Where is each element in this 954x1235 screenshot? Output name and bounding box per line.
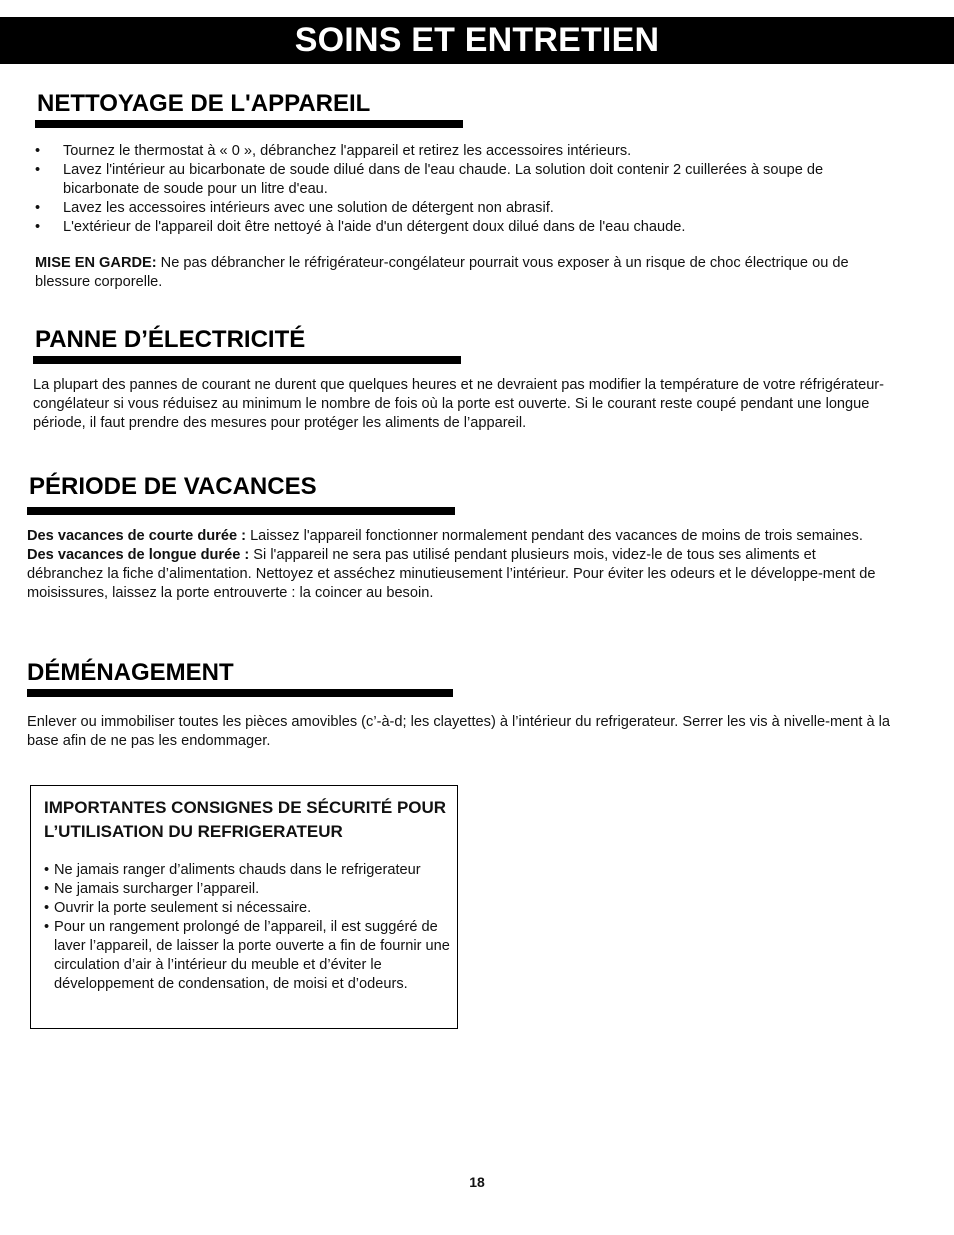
vacation-rule xyxy=(27,507,455,515)
list-item: • Pour un rangement prolongé de l’appareil, il est suggéré de laver l’appareil, de laisser la porte ouverte a fin de fournir une circulation d’air à l’intérieur du meuble et d’éviter le développement de condensation, de moisi et d’odeurs. xyxy=(44,918,454,994)
warning-text: Ne pas débrancher le réfrigérateur-congélateur pourrait vous exposer à un risque de choc électrique ou de blessure corporelle. xyxy=(35,255,849,290)
list-item: • L'extérieur de l'appareil doit être nettoyé à l'aide d'un détergent doux dilué dans de l'eau chaude. xyxy=(35,218,895,237)
list-item: • Ne jamais surcharger l’appareil. xyxy=(44,880,454,899)
safety-box xyxy=(30,785,458,1029)
power-failure-heading: PANNE D’ÉLECTRICITÉ xyxy=(35,326,306,353)
list-item: • Lavez l'intérieur au bicarbonate de soude dilué dans de l'eau chaude. La solution doit contenir 2 cuillerées à soupe de bicarbonate de soude pour un litre d'eau. xyxy=(35,161,895,199)
cleaning-heading: NETTOYAGE DE L'APPAREIL xyxy=(37,90,371,117)
vacation-long xyxy=(27,546,895,603)
list-item: • Ouvrir la porte seulement si nécessaire. xyxy=(44,899,454,918)
power-failure-rule xyxy=(33,356,461,364)
vacation-short-text: Laissez l'appareil fonctionner normalement pendant des vacances de moins de trois semaines. xyxy=(246,528,863,544)
cleaning-rule xyxy=(35,120,463,128)
vacation-heading: PÉRIODE DE VACANCES xyxy=(29,473,317,500)
vacation-short xyxy=(27,527,895,546)
vacation-long-label: Des vacances de longue durée : xyxy=(27,547,250,563)
page-title: SOINS ET ENTRETIEN xyxy=(0,17,954,64)
vacation-text xyxy=(27,527,895,603)
list-item: • Lavez les accessoires intérieurs avec une solution de détergent non abrasif. xyxy=(35,199,895,218)
vacation-long-text: Si l'appareil ne sera pas utilisé pendant plusieurs mois, videz-le de tous ses aliments et débranchez la fiche d’alimentation. Nettoyez et asséchez minutieusement l’intérieur. Pour éviter les odeurs et le développe-ment de moisissures, laissez la porte entrouverte : la coincer au besoin. xyxy=(27,547,876,601)
cleaning-list xyxy=(35,142,895,237)
power-failure-text: La plupart des pannes de courant ne durent que quelques heures et ne devraient pas modifier la température de votre réfrigérateur-congélateur si vous réduisez au minimum le nombre de fois où la porte est ouverte. Si le courant reste coupé pendant une longue période, il faut prendre des mesures pour protéger les aliments de l’appareil. xyxy=(33,377,885,431)
vacation-short-label: Des vacances de courte durée : xyxy=(27,528,247,544)
page-number: 18 xyxy=(469,1174,485,1190)
cleaning-warning xyxy=(35,254,897,292)
list-item: • Tournez le thermostat à « 0 », débranchez l'appareil et retirez les accessoires intérieurs. xyxy=(35,142,895,161)
moving-rule xyxy=(27,689,453,697)
moving-heading: DÉMÉNAGEMENT xyxy=(27,659,234,686)
safety-list xyxy=(44,861,454,994)
safety-box-title: IMPORTANTES CONSIGNES DE SÉCURITÉ POUR L’UTILISATION DU REFRIGERATEUR xyxy=(44,798,447,841)
list-item: • Ne jamais ranger d’aliments chauds dans le refrigerateur xyxy=(44,861,454,880)
warning-label: MISE EN GARDE: xyxy=(35,255,157,271)
moving-text: Enlever ou immobiliser toutes les pièces amovibles (c’-à-d; les clayettes) à l’intérieur du refrigerateur. Serrer les vis à nivelle-ment à la base afin de ne pas les endommager. xyxy=(27,714,891,749)
